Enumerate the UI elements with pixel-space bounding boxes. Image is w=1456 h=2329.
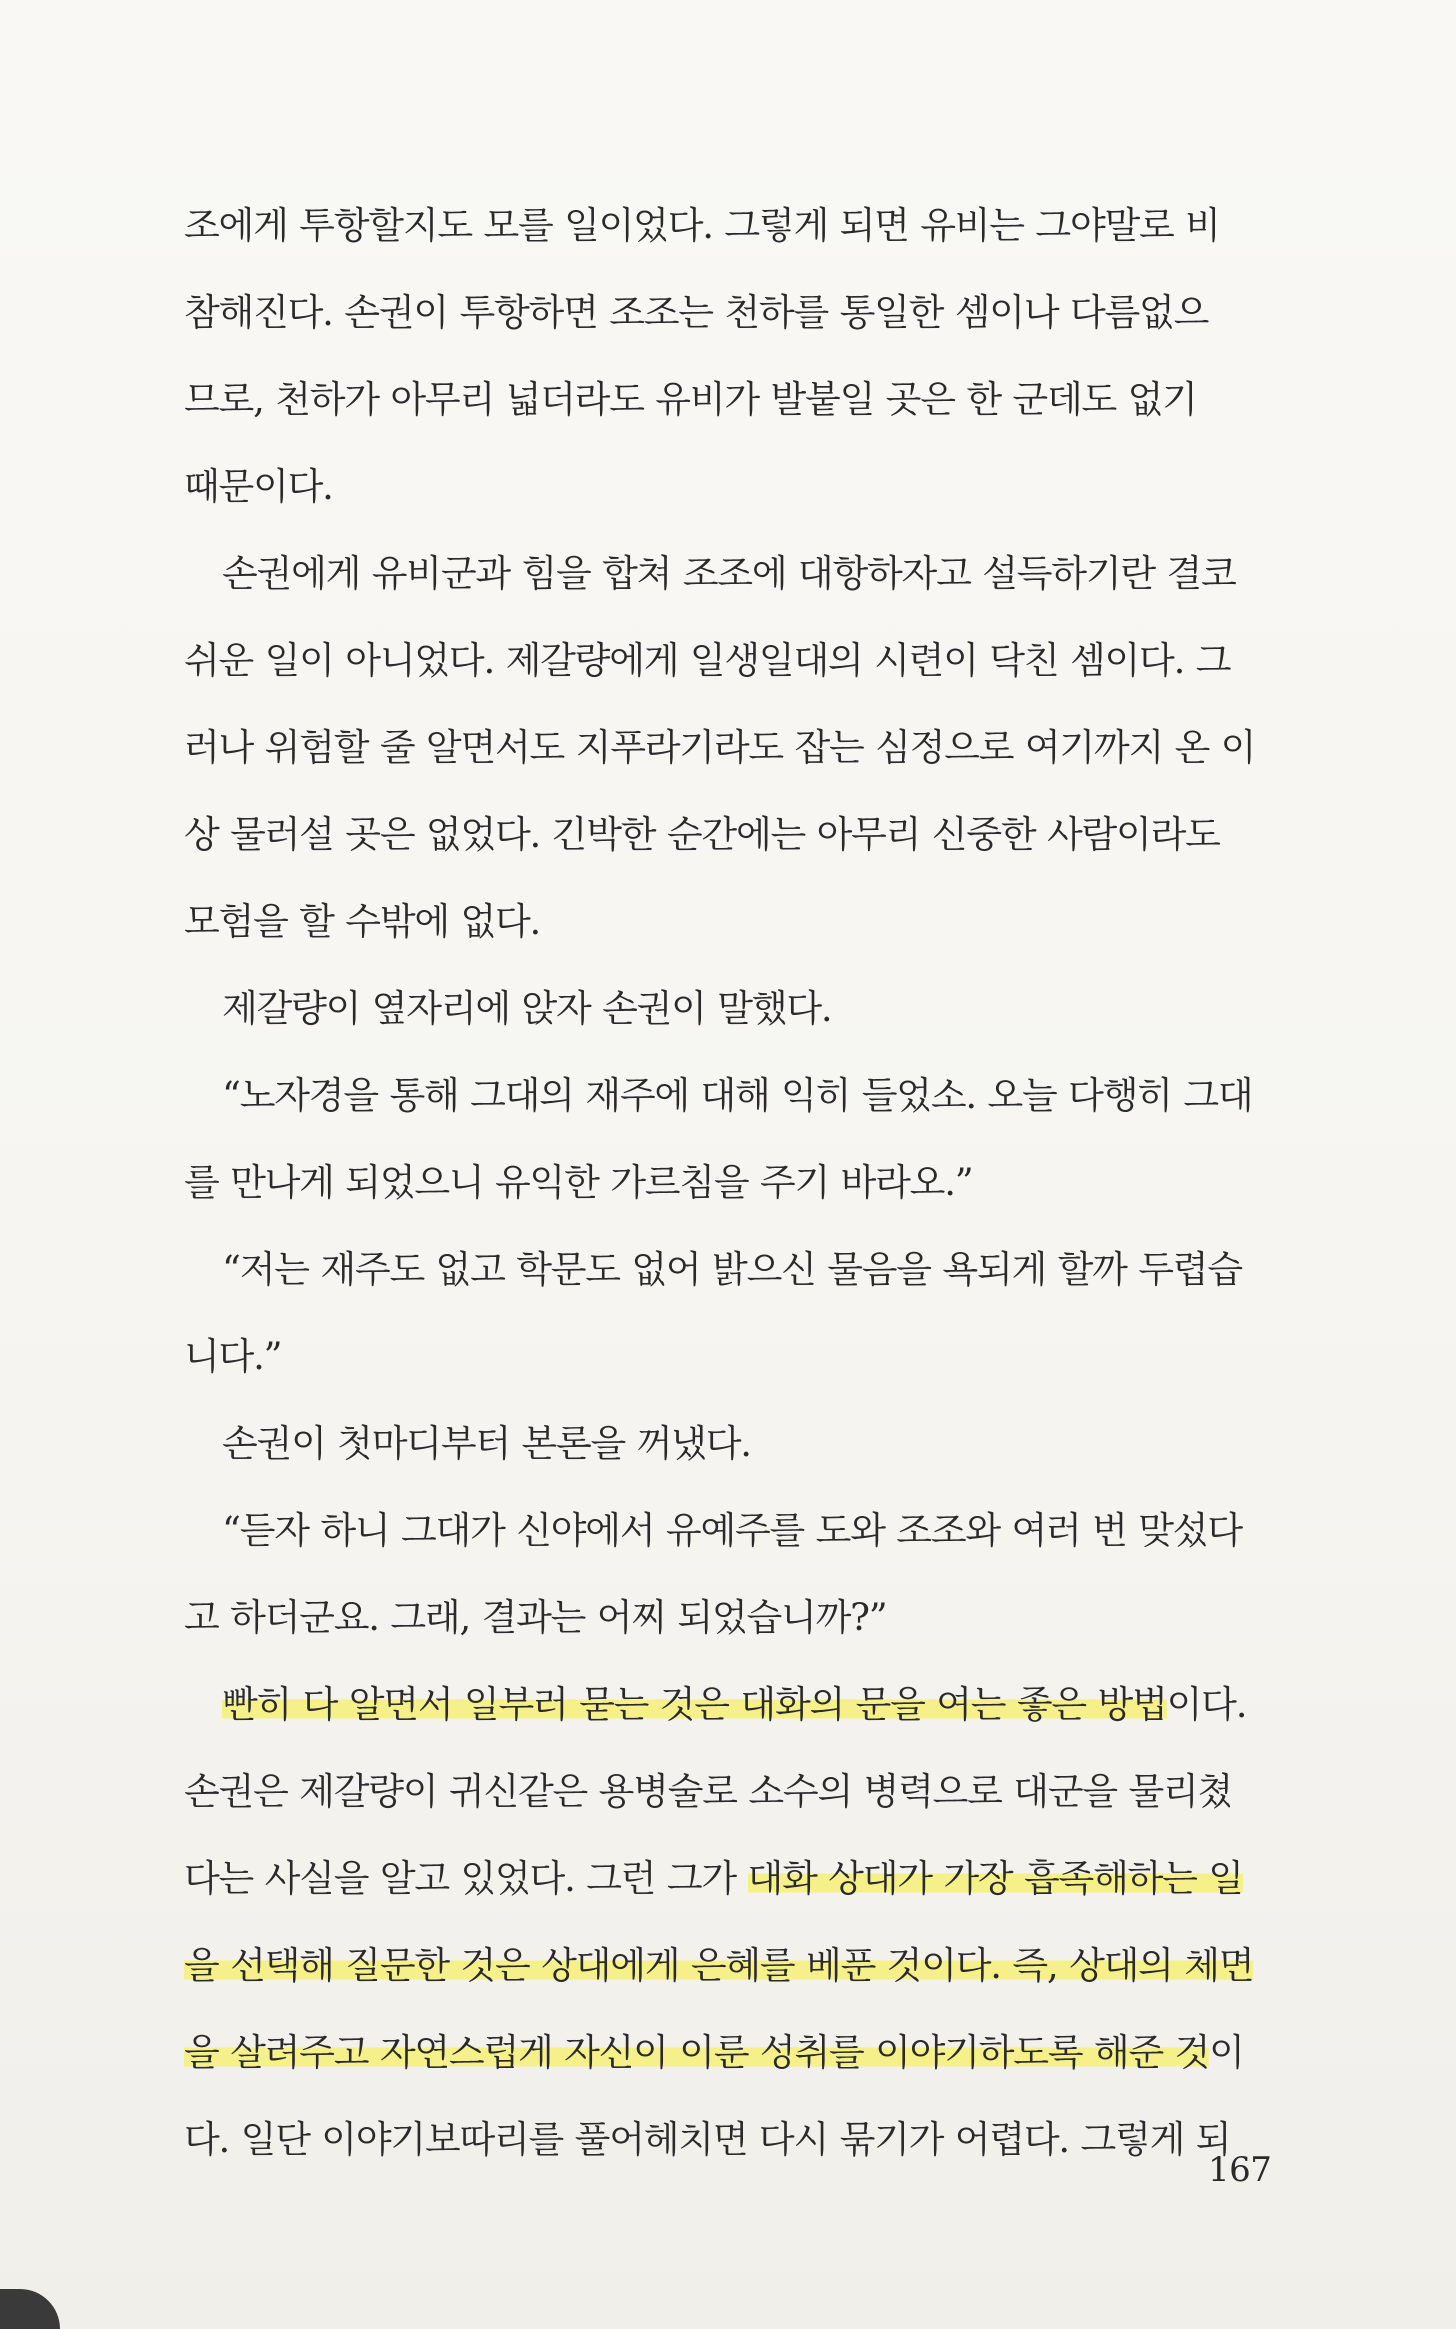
text-line: 손권은 제갈량이 귀신같은 용병술로 소수의 병력으로 대군을 물리쳤 — [184, 1770, 1233, 1813]
text-line — [184, 1835, 1270, 1922]
text-line: “듣자 하니 그대가 신야에서 유예주를 도와 조조와 여러 번 맞섰다 — [222, 1509, 1242, 1552]
text-segment: 다는 사실을 알고 있었다. 그런 그가 — [184, 1857, 748, 1900]
text-line: 손권이 첫마디부터 본론을 꺼냈다. — [222, 1422, 751, 1465]
text-line: 러나 위험할 줄 알면서도 지푸라기라도 잡는 심정으로 여기까지 온 이 — [184, 726, 1256, 769]
highlighted-text: 을 살려주고 자연스럽게 자신이 이룬 성취를 이야기하도록 해준 것 — [184, 2031, 1210, 2074]
highlighted-text: 대화 상대가 가장 흡족해하는 일 — [747, 1857, 1243, 1900]
page-corner-shadow — [0, 2289, 60, 2329]
text-line: 다. 일단 이야기보따리를 풀어헤치면 다시 묶기가 어렵다. 그렇게 되 — [184, 2118, 1231, 2161]
text-line — [184, 2009, 1270, 2096]
text-line: 상 물러설 곳은 없었다. 긴박한 순간에는 아무리 신중한 사람이라도 — [184, 813, 1220, 856]
text-segment: 이다. — [1166, 1683, 1247, 1726]
text-line: 고 하더군요. 그래, 결과는 어찌 되었습니까?” — [184, 1596, 887, 1639]
highlighted-text: 빤히 다 알면서 일부러 묻는 것은 대화의 문을 여는 좋은 방법 — [222, 1683, 1167, 1726]
text-segment: 이 — [1209, 2031, 1244, 2074]
page-number: 167 — [1208, 2150, 1272, 2190]
text-line: 손권에게 유비군과 힘을 합쳐 조조에 대항하자고 설득하기란 결코 — [222, 552, 1236, 595]
text-line — [184, 1922, 1270, 2009]
text-line: 제갈량이 옆자리에 앉자 손권이 말했다. — [222, 987, 832, 1030]
text-line: “저는 재주도 없고 학문도 없어 밝으신 물음을 욕되게 할까 두렵습 — [222, 1248, 1242, 1291]
text-line: 모험을 할 수밖에 없다. — [184, 900, 541, 943]
text-line: 조에게 투항할지도 모를 일이었다. 그렇게 되면 유비는 그야말로 비 — [184, 204, 1220, 247]
text-line: 므로, 천하가 아무리 넓더라도 유비가 발붙일 곳은 한 군데도 없기 — [184, 378, 1197, 421]
text-line: 참해진다. 손권이 투항하면 조조는 천하를 통일한 셈이나 다름없으 — [184, 291, 1209, 334]
body-text — [184, 182, 1270, 2183]
text-line: 니다.” — [184, 1335, 282, 1378]
highlighted-text: 을 선택해 질문한 것은 상대에게 은혜를 베푼 것이다. 즉, 상대의 체면 — [184, 1944, 1254, 1987]
text-line — [184, 1661, 1270, 1748]
text-line: 때문이다. — [184, 465, 333, 508]
text-line: “노자경을 통해 그대의 재주에 대해 익히 들었소. 오늘 다행히 그대 — [222, 1074, 1253, 1117]
text-line: 쉬운 일이 아니었다. 제갈량에게 일생일대의 시련이 닥친 셈이다. 그 — [184, 639, 1231, 682]
text-line: 를 만나게 되었으니 유익한 가르침을 주기 바라오.” — [184, 1161, 973, 1204]
